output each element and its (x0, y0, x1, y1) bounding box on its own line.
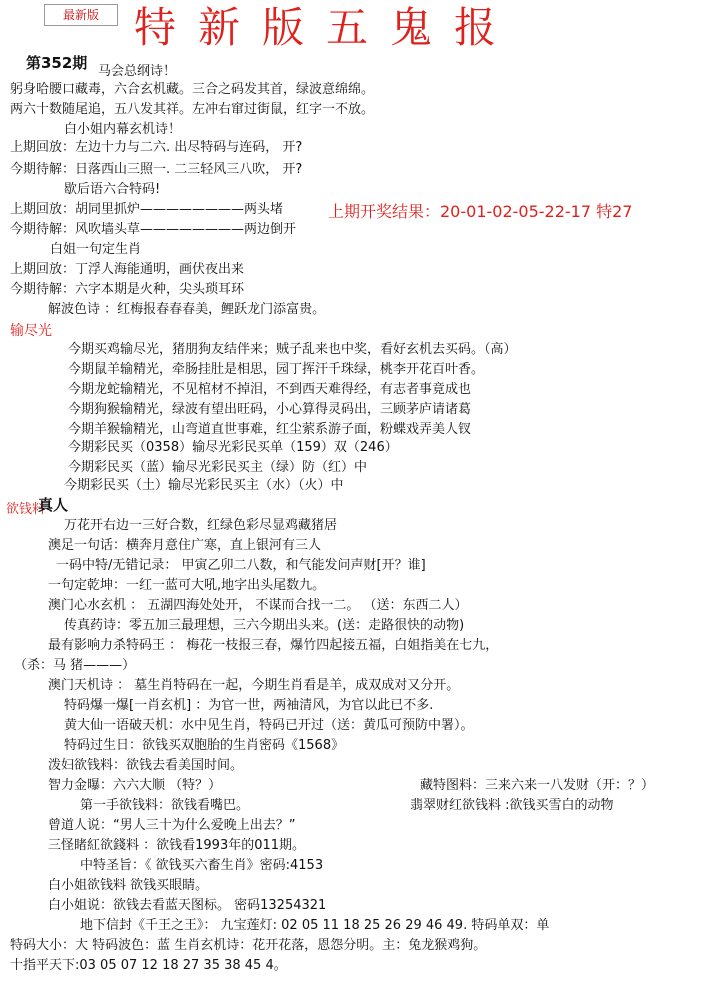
issue-number: 第352期 (26, 54, 88, 72)
text-line: 今期彩民买（0358）输尽光彩民买单（159）双（246） (68, 440, 398, 455)
latest-edition-badge: 最新版 (44, 4, 118, 26)
text-line: 特码大小：大 特码波色：蓝 生肖玄机诗：花开花落，恩怨分明。主：兔龙猴鸡狗。 (10, 938, 487, 953)
text-line: 今期狗猴输精光，绿波有望出旺码，小心算得灵码出，三顾茅庐请诸葛 (68, 402, 472, 417)
section-title-zhen: 真人 (38, 496, 69, 514)
text-line: 白小姐欲钱料 欲钱买眼睛。 (48, 878, 209, 893)
text-line: 一码中特/无错记录： 甲寅乙卯二八数，和气能发问声财[开？谁] (56, 558, 426, 573)
text-line: 翡翠财红欲钱料 :欲钱买雪白的动物 (410, 798, 614, 813)
page-title: 特新版五鬼报 (134, 3, 519, 52)
text-line: 藏特图料：三来六来一八发财（开：？） (420, 778, 655, 793)
text-line: 曾道人说：“男人三十为什么爱晚上出去？” (48, 818, 296, 833)
text-line: 中特圣旨：《 欲钱买六畜生肖》密码:4153 (80, 858, 324, 873)
text-line: 白小姐内幕玄机诗！ (64, 122, 182, 137)
text-line: 今期待解：六字本期是火种，尖头琐耳环 (10, 282, 245, 297)
text-line: 今期龙蛇输精光，不见棺材不掉泪，不到西天难得经，有志者事竟成也 (68, 382, 472, 397)
text-line: 今期彩民买（蓝）输尽光彩民买主（绿）防（红）中 (68, 460, 368, 475)
text-line: 今期鼠羊输精光，牵肠挂肚是相思，园丁挥汗千珠绿，桃李开花百叶香。 (68, 362, 485, 377)
text-line: 躬身哈腰口藏毒，六合玄机藏。三合之码发其首，绿波意绵绵。 (10, 82, 375, 97)
text-line: 上期回放：丁浮人海能通明，画伏夜出来 (10, 262, 245, 277)
text-line: 智力金曝：六六大顺 （特？） (48, 778, 222, 793)
text-line: 澳门天机诗 ： 墓生肖特码在一起，今期生肖看是羊，成双成对又分开。 (48, 678, 460, 693)
subtitle: 马会总纲诗！ (98, 64, 177, 79)
section-title-qian-qian: 欲钱料 (6, 502, 46, 517)
text-line: 特码爆一爆[一肖玄机] ：为官一世，两袖清风，为官以此已不多. (64, 698, 434, 713)
text-line: 最有影响力杀特码王 ： 梅花一枝报三春，爆竹四起接五福，白姐指美在七九， (48, 638, 499, 653)
text-line: 白姐一句定生肖 (50, 242, 142, 257)
text-line: 白小姐说：欲钱去看蓝天图标。 密码13254321 (48, 898, 327, 913)
text-line: 上期回放：左边十力与二六. 出尽特码与连码， 开? (10, 140, 303, 155)
text-line: 三怪睹紅欲錢料 ：欲钱看1993年的011期。 (48, 838, 306, 853)
text-line: 解波色诗 ：红梅报春春春美，鲤跃龙门添富贵。 (48, 302, 326, 317)
text-line: 澳门心水玄机 ： 五湖四海处处开， 不谋而合找一二。 （送：东西二人） (48, 598, 468, 613)
text-line: 一句定乾坤：一红一蓝可大吼,地字出头尾数九。 (48, 578, 326, 593)
text-line: 地下信封《千王之王》： 九宝莲灯: 02 05 11 18 25 26 29 46 49. 特码单双：单 (80, 918, 550, 933)
text-line: 今期待解：日落西山三照一. 二三轻风三八吹， 开? (10, 162, 303, 177)
text-line: 今期彩民买（土）输尽光彩民买主（水）（火）中 (64, 478, 344, 493)
section-title-shu-jin-guang: 输尽光 (10, 323, 52, 339)
text-line: 今期待解：风吹墙头草————————两边倒开 (10, 222, 297, 237)
text-line: 今期买鸡输尽光，猪朋狗友结伴来；贼子乱来也中奖，看好玄机去买码。（高） (68, 342, 517, 357)
text-line: 澳足一句话：横奔月意住广寒，直上银河有三人 (48, 538, 322, 553)
text-line: 泼妇欲钱料：欲钱去看美国时间。 (48, 758, 244, 773)
text-line: 万花开右边一三好合数，红绿色彩尽显鸡藏猪居 (64, 518, 338, 533)
text-line: （杀：马 猪———） (14, 658, 136, 673)
text-line: 特码过生日：欲钱买双胞胎的生肖密码《1568》 (64, 738, 345, 753)
text-line: 今期羊猴输精光，山弯道直世事难，红尘萦系游子面，粉蝶戏弄美人钗 (68, 422, 472, 437)
text-line: 歇后语六合特码! (64, 182, 161, 197)
text-line: 传真药诗：零五加三最理想，三六今期出头来。(送：走路很快的动物) (64, 618, 465, 633)
text-line: 上期回放：胡同里抓炉————————两头堵 (10, 202, 284, 217)
last-draw-result: 上期开奖结果：20-01-02-05-22-17 特27 (328, 202, 633, 221)
text-line: 两六十数随尾追，五八发其祥。左冲右窜过街鼠，红字一不放。 (10, 102, 375, 117)
text-line: 黄大仙一语破天机：水中见生肖，特码已开过（送：黄瓜可预防中署）。 (64, 718, 474, 733)
text-line: 第一手欲钱料：欲钱看嘴巴。 (80, 798, 250, 813)
text-line: 十指平天下:03 05 07 12 18 27 35 38 45 4。 (10, 958, 287, 973)
